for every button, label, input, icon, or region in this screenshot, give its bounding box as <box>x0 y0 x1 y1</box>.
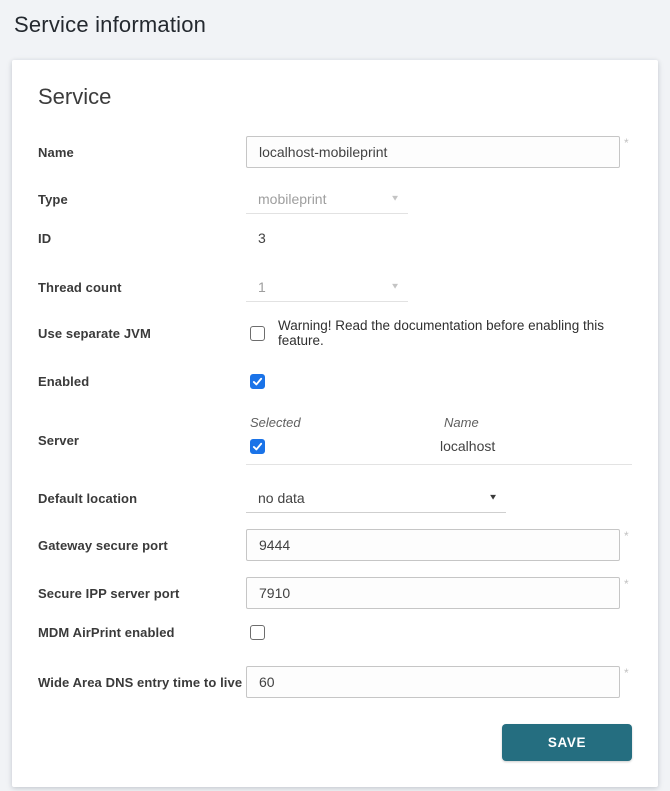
type-select-value: mobileprint <box>258 190 327 207</box>
type-row <box>38 184 632 214</box>
gateway-secure-port-row <box>38 529 632 561</box>
server-label: Server <box>38 432 80 448</box>
page-title: Service information <box>14 12 207 37</box>
type-select <box>246 184 408 214</box>
mdm-airprint-row <box>38 625 632 640</box>
default-location-select-value: no data <box>258 489 305 506</box>
chevron-down-icon: ▼ <box>390 194 400 203</box>
mdm-airprint-label: MDM AirPrint enabled <box>38 625 175 640</box>
save-row <box>38 724 632 761</box>
type-label: Type <box>38 191 68 207</box>
required-asterisk: * <box>624 529 629 543</box>
name-row <box>38 136 632 168</box>
thread-count-select <box>246 272 408 302</box>
enabled-row <box>38 374 632 389</box>
gateway-secure-port-label: Gateway secure port <box>38 537 168 553</box>
required-asterisk: * <box>624 136 629 150</box>
secure-ipp-server-port-row <box>38 577 632 609</box>
server-row <box>38 415 632 465</box>
default-location-row <box>38 483 632 513</box>
thread-count-label: Thread count <box>38 279 122 295</box>
server-selected-checkbox[interactable] <box>250 439 265 454</box>
thread-count-row <box>38 272 632 302</box>
required-asterisk: * <box>624 577 629 591</box>
use-separate-jvm-label: Use separate JVM <box>38 325 151 341</box>
wide-area-dns-ttl-input[interactable] <box>246 666 620 698</box>
gateway-secure-port-input[interactable] <box>246 529 620 561</box>
server-col-name: Name <box>444 415 479 430</box>
name-label: Name <box>38 144 74 160</box>
default-location-label: Default location <box>38 490 138 506</box>
secure-ipp-server-port-label: Secure IPP server port <box>38 585 180 601</box>
save-button[interactable]: SAVE <box>502 724 632 761</box>
jvm-warning-text: Warning! Read the documentation before enabling this feature. <box>278 318 604 348</box>
enabled-checkbox[interactable] <box>250 374 265 389</box>
check-icon <box>252 441 263 452</box>
default-location-select[interactable] <box>246 483 506 513</box>
check-icon <box>252 376 263 387</box>
server-col-selected: Selected <box>250 415 301 430</box>
use-separate-jvm-checkbox[interactable] <box>250 326 265 341</box>
name-input[interactable] <box>246 136 620 168</box>
card-heading: Service <box>38 84 112 109</box>
use-separate-jvm-row <box>38 318 632 348</box>
id-label: ID <box>38 230 52 246</box>
mdm-airprint-checkbox[interactable] <box>250 625 265 640</box>
wide-area-dns-ttl-row <box>38 666 632 698</box>
id-row <box>38 230 632 246</box>
server-name-value: localhost <box>440 438 496 454</box>
table-row <box>246 438 440 454</box>
id-value: 3 <box>258 230 266 246</box>
thread-count-select-value: 1 <box>258 278 266 295</box>
chevron-down-icon: ▼ <box>488 493 498 502</box>
required-asterisk: * <box>624 666 629 680</box>
server-table <box>246 415 632 465</box>
chevron-down-icon: ▼ <box>390 282 400 291</box>
secure-ipp-server-port-input[interactable] <box>246 577 620 609</box>
wide-area-dns-ttl-label: Wide Area DNS entry time to live <box>38 674 243 690</box>
enabled-label: Enabled <box>38 374 90 389</box>
service-card <box>12 60 658 787</box>
divider <box>246 464 632 465</box>
